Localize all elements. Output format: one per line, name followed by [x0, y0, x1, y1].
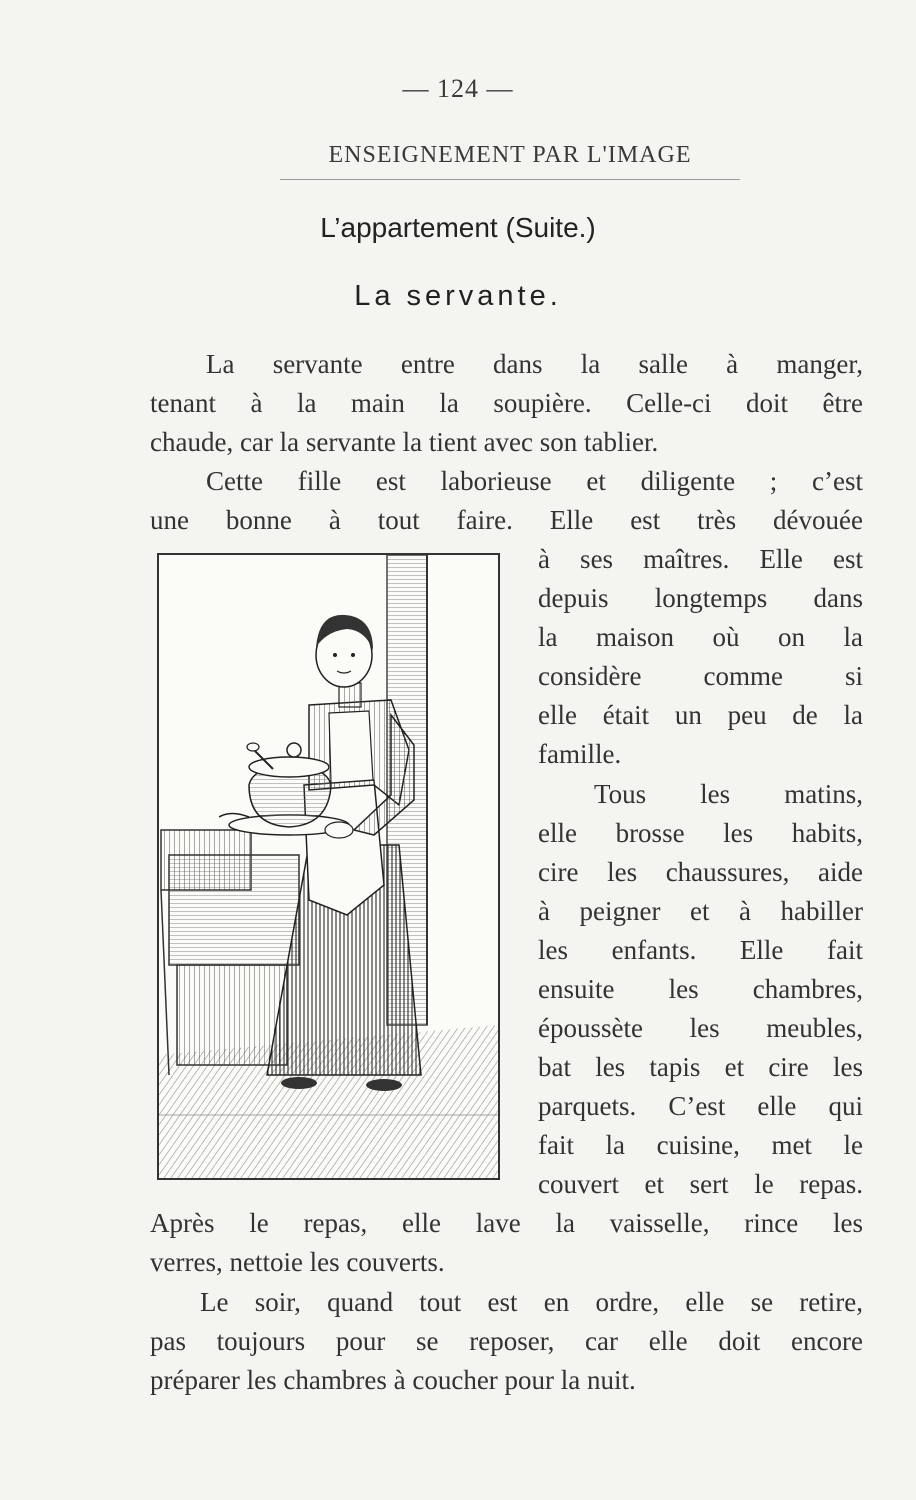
text-line: depuis longtemps dans: [538, 583, 863, 613]
text-line: préparer les chambres à coucher pour la nuit.: [150, 1365, 636, 1395]
text-line: parquets. C’est elle qui: [538, 1091, 863, 1121]
text-line: chaude, car la servante la tient avec son tablier.: [150, 427, 659, 457]
text-line: cire les chaussures, aide: [538, 857, 863, 887]
page-number: — 124 —: [402, 74, 514, 103]
text-line: tenant à la main la soupière. Celle-ci doit être: [150, 388, 863, 418]
text-line: Après le repas, elle lave la vaisselle, rince les: [150, 1208, 863, 1238]
text-line: La servante entre dans la salle à manger,: [206, 349, 863, 379]
text-line: bat les tapis et cire les: [538, 1052, 863, 1082]
text-line: pas toujours pour se reposer, car elle doit encore: [150, 1326, 863, 1356]
text-line: elle était un peu de la: [538, 700, 863, 730]
text-line: époussète les meubles,: [538, 1013, 863, 1043]
text-line: une bonne à tout faire. Elle est très dévouée: [150, 505, 863, 535]
section-heading: ENSEIGNEMENT PAR L'IMAGE: [280, 142, 740, 180]
lesson-title: La servante.: [354, 280, 562, 312]
text-line: à ses maîtres. Elle est: [538, 544, 863, 574]
chapter-title: L’appartement (Suite.): [320, 212, 596, 243]
servant-illustration: [157, 553, 500, 1180]
text-line: verres, nettoie les couverts.: [150, 1247, 445, 1277]
text-line: elle brosse les habits,: [538, 818, 863, 848]
text-line: couvert et sert le repas.: [538, 1169, 863, 1199]
text-line: Cette fille est laborieuse et diligente ; c’est: [206, 466, 863, 496]
text-line: ensuite les chambres,: [538, 974, 863, 1004]
text-line: considère comme si: [538, 661, 863, 691]
text-line: à peigner et à habiller: [538, 896, 863, 926]
text-line: les enfants. Elle fait: [538, 935, 863, 965]
text-line: fait la cuisine, met le: [538, 1130, 863, 1160]
text-line: famille.: [538, 739, 622, 769]
text-line: Tous les matins,: [594, 779, 863, 809]
text-line: Le soir, quand tout est en ordre, elle se retire,: [200, 1287, 863, 1317]
engraving-drawing: [159, 555, 498, 1178]
text-line: la maison où on la: [538, 622, 863, 652]
